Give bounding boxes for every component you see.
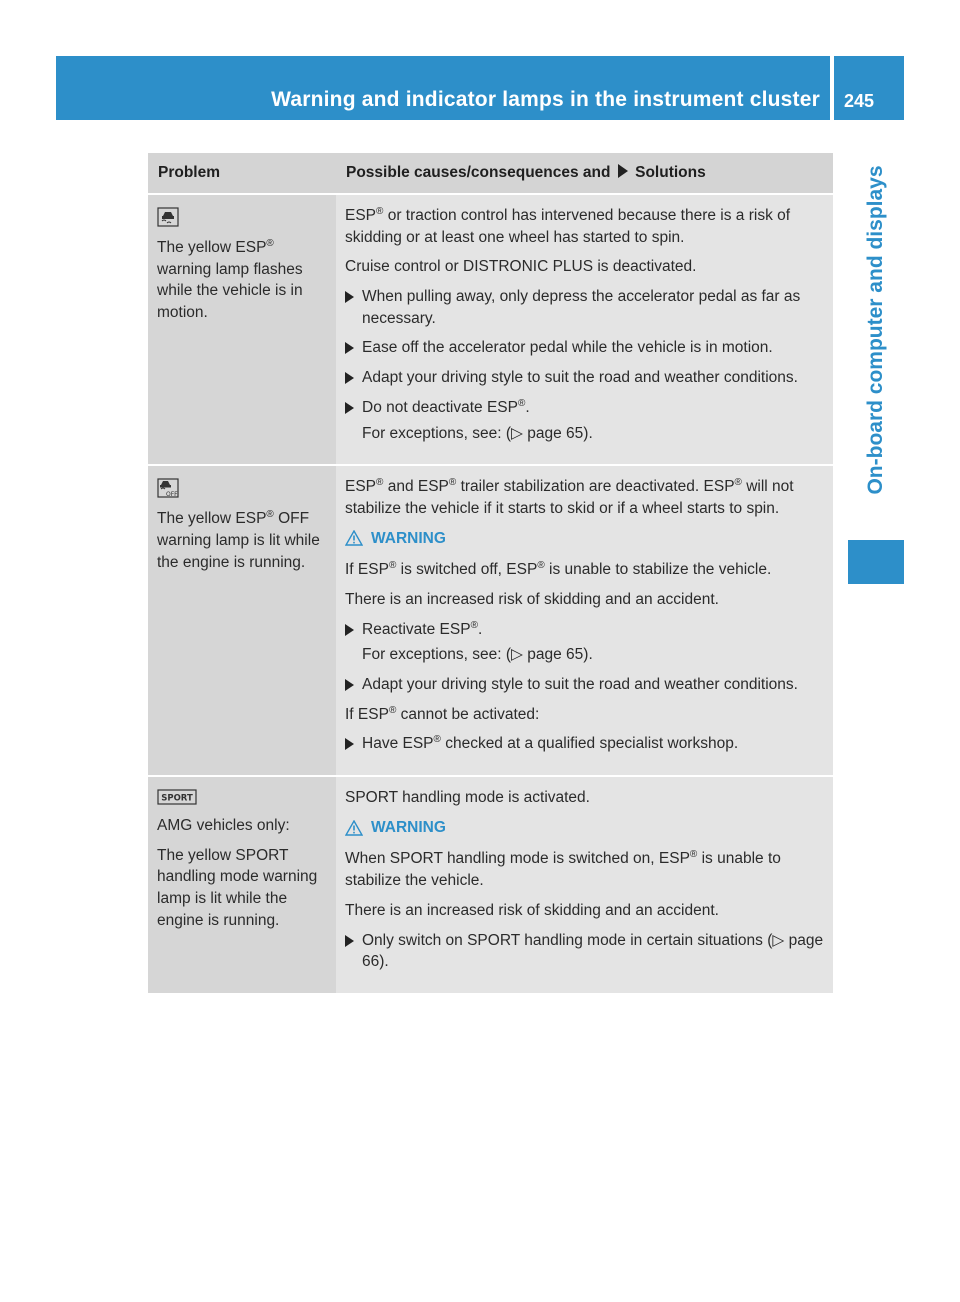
page-reference: For exceptions, see: (▷ page 65). — [362, 646, 593, 664]
solution-step: Do not deactivate ESP®. — [345, 397, 825, 419]
problem-scope: AMG vehicles only: — [157, 817, 290, 835]
solution-step: Have ESP® checked at a qualified specialist workshop. — [345, 733, 825, 755]
header-title: Warning and indicator lamps in the instrument cluster — [271, 88, 820, 111]
esp-skid-icon — [157, 207, 179, 227]
column-header-causes: Possible causes/consequences and — [346, 164, 611, 182]
warning-triangle-icon — [345, 530, 363, 546]
table-row — [148, 194, 833, 465]
sport-icon-text: SPORT — [161, 793, 193, 804]
problem-description: The yellow ESP® warning lamp flashes while the vehicle is in motion. — [157, 237, 303, 322]
page-reference: For exceptions, see: (▷ page 65). — [362, 424, 593, 442]
solution-cell — [336, 465, 833, 776]
column-header-problem: Problem — [148, 153, 336, 194]
problem-description: The yellow ESP® OFF warning lamp is lit while the engine is running. — [157, 509, 320, 571]
solution-step: Adapt your driving style to suit the road and weather conditions. — [345, 674, 825, 696]
cause-text: SPORT handling mode is activated. — [345, 789, 590, 807]
column-header-solutions-label: Solutions — [635, 164, 706, 182]
solution-cell — [336, 776, 833, 993]
problem-cell — [148, 465, 336, 776]
solution-step: Only switch on SPORT handling mode in certain situations (▷ page 66). — [345, 930, 825, 973]
solution-step: When pulling away, only depress the accelerator pedal as far as necessary. — [345, 286, 825, 329]
cause-text: ESP® and ESP® trailer stabilization are deactivated. ESP® will not stabilize the vehicle if it starts to skid or if a wheel starts to spin. — [345, 477, 794, 517]
problem-cell — [148, 776, 336, 993]
warning-label: WARNING — [371, 529, 446, 547]
problem-description: The yellow SPORT handling mode warning lamp is lit while the engine is running. — [157, 846, 318, 929]
condition-text: If ESP® cannot be activated: — [345, 704, 540, 723]
warning-text: There is an increased risk of skidding and an accident. — [345, 901, 719, 919]
solution-step: Adapt your driving style to suit the road and weather conditions. — [345, 367, 825, 389]
warning-text: There is an increased risk of skidding and an accident. — [345, 590, 719, 608]
table-header-row — [148, 153, 833, 194]
warning-label: WARNING — [371, 818, 446, 836]
side-tab-marker — [848, 540, 904, 584]
warning-text: If ESP® is switched off, ESP® is unable to stabilize the vehicle. — [345, 560, 772, 579]
warning-triangle-icon — [345, 820, 363, 836]
column-header-solutions — [336, 153, 833, 194]
page-number: 245 — [834, 56, 904, 120]
warning-text: When SPORT handling mode is switched on, ESP® is unable to stabilize the vehicle. — [345, 849, 781, 890]
sport-icon — [157, 789, 197, 805]
page-header — [56, 56, 830, 120]
warning-heading — [345, 817, 825, 839]
svg-text:OFF: OFF — [166, 491, 178, 499]
solution-step: Reactivate ESP®. — [345, 619, 825, 641]
table-row — [148, 465, 833, 776]
side-tab-label: On-board computer and displays — [864, 165, 887, 495]
esp-off-icon — [157, 478, 179, 498]
problem-cell — [148, 194, 336, 465]
consequence-text: Cruise control or DISTRONIC PLUS is deactivated. — [345, 258, 697, 276]
table-row — [148, 776, 833, 993]
warning-lamps-table — [148, 153, 833, 993]
warning-heading — [345, 528, 825, 550]
solution-step: Ease off the accelerator pedal while the vehicle is in motion. — [345, 337, 825, 359]
solution-cell — [336, 194, 833, 465]
cause-text: ESP® or traction control has intervened because there is a risk of skidding or at least one wheel has started to spin. — [345, 205, 791, 246]
arrow-icon — [618, 164, 628, 178]
